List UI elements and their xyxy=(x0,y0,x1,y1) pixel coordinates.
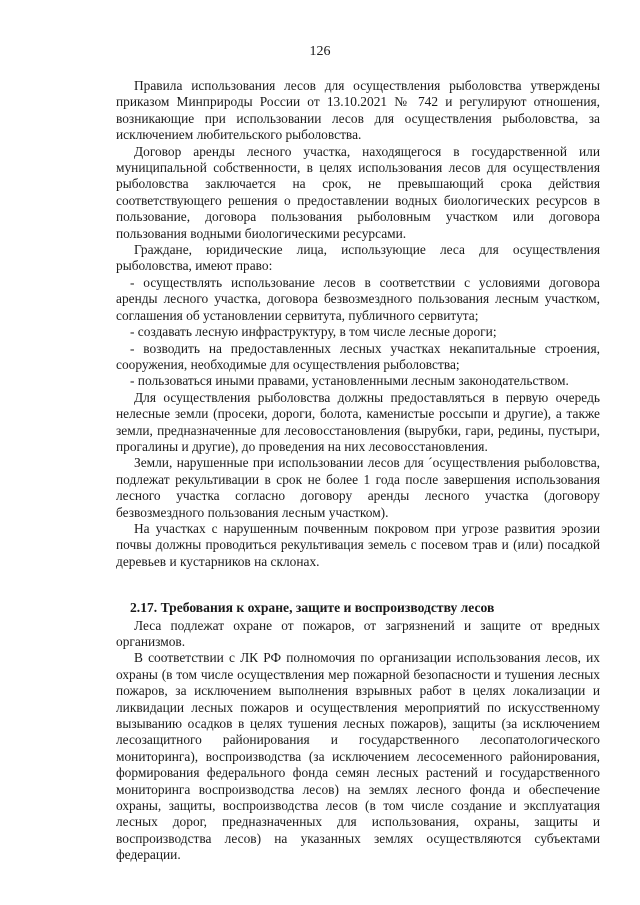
section-spacer xyxy=(116,570,600,600)
paragraph-protection: Леса подлежат охране от пожаров, от загрязнений и защите от вредных организмов. xyxy=(116,617,600,649)
section-heading: 2.17. Требования к охране, защите и воспроизводству лесов xyxy=(130,600,495,616)
paragraph-fishing-rules: Правила использования лесов для осуществления рыболовства утверждены приказом Минприроды России от 13.10.2021 № 742 и регулируют отношения, возникающие при использовании лесов для осуществления рыболовства, за исключением любительского рыболовства. xyxy=(116,78,600,143)
document-body xyxy=(116,78,600,864)
paragraph-authorities: В соответствии с ЛК РФ полномочия по организации использования лесов, их охраны (в том числе осуществления мер пожарной безопасности и тушения лесных пожаров, за исключением выполнения взрывных работ в целях локализации и ликвидации лесных пожаров и осуществления мероприятий по искусственному вызыванию осадков в целях тушения лесных пожаров), защиты (за исключением лесозащитного районирования и государственного лесопатологического мониторинга), воспроизводства (за исключением лесосеменного районирования, формирования федерального фонда семян лесных растений и государственного мониторинга воспроизводства лесов) на землях лесного фонда и обеспечение охраны, защиты, воспроизводства лесов (в том числе создание и эксплуатация лесных дорог, предназначенных для использования, охраны, защиты и воспроизводства лесов) на указанных землях осуществляются субъектами федерации. xyxy=(116,650,600,863)
paragraph-non-forest-lands: Для осуществления рыболовства должны предоставляться в первую очередь нелесные земли (просеки, дороги, болота, каменистые россыпи и другие), а также земли, предназначенные для лесовосстановления (вырубки, гари, редины, пустыри, прогалины и другие), до проведения на них лесовосстановления. xyxy=(116,389,600,454)
paragraph-rights-intro: Граждане, юридические лица, использующие леса для осуществления рыболовства, имеют право: xyxy=(116,242,600,274)
paragraph-erosion: На участках с нарушенным почвенным покровом при угрозе развития эрозии почвы должны проводиться рекультивация земель с посевом трав и (или) посадкой деревьев и кустарников на склонах. xyxy=(116,520,600,569)
list-item-infrastructure: - создавать лесную инфраструктуру, в том числе лесные дороги; xyxy=(130,324,497,340)
paragraph-lease-agreement: Договор аренды лесного участка, находящегося в государственной или муниципальной собственности, в целях использования лесов для осуществления рыболовства заключается на срок, не превышающий срока действия соответствующего решения о предоставлении водных биологических ресурсов в пользование, договора пользования рыболовным участком или договора пользования водными биологическими ресурсами. xyxy=(116,143,600,241)
paragraph-recultivation: Земли, нарушенные при использовании лесов для ´осуществления рыболовства, подлежат рекультивации в срок не более 1 года после завершения использования лесного участка согласно договору аренды лесного участка (договору безвозмездного пользования лесным участком). xyxy=(116,455,600,520)
page-number: 126 xyxy=(309,44,331,59)
list-item-structures: - возводить на предоставленных лесных участках некапитальные строения, сооружения, необходимые для осуществления рыболовства; xyxy=(116,340,600,372)
list-item-other-rights: - пользоваться иными правами, установленными лесным законодательством. xyxy=(130,373,569,389)
list-item-use-forests: - осуществлять использование лесов в соответствии с условиями договора аренды лесного участка, договора безвозмездного пользования лесным участком, соглашения об установлении сервитута, публичного сервитута; xyxy=(116,274,600,323)
